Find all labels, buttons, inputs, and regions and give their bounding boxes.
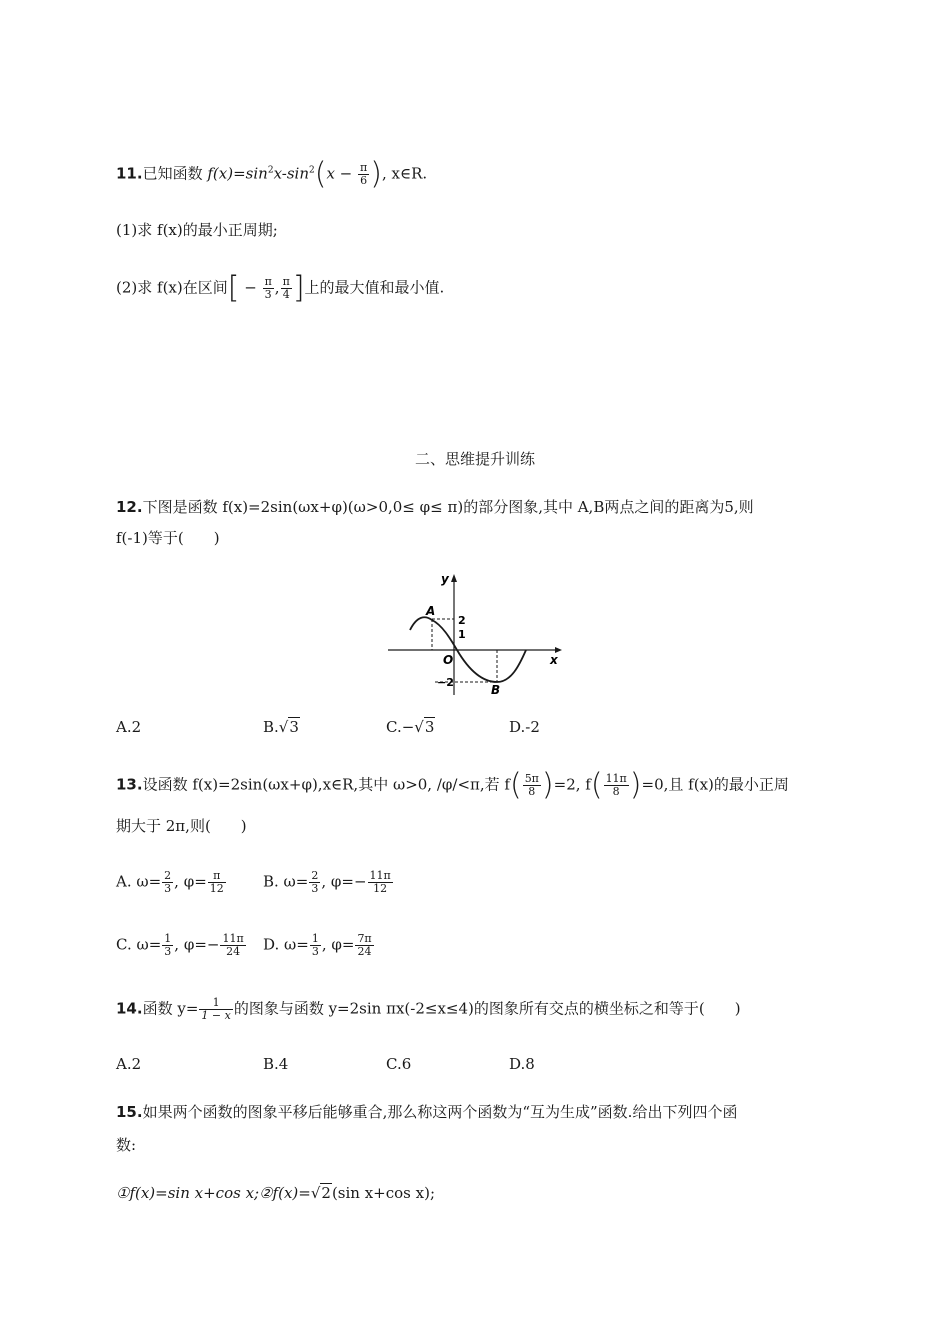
q13-number: 13. — [116, 775, 143, 794]
q11-frac-num: π — [360, 161, 368, 174]
q15-text-1: 如果两个函数的图象平移后能够重合,那么称这两个函数为“互为生成”函数.给出下列四个函 — [142, 1103, 738, 1121]
q14-stem — [116, 997, 741, 1022]
q13-frac-2-num: 11π — [605, 772, 627, 785]
q12-option-d: D.-2 — [509, 718, 540, 736]
q14-option-a: A.2 — [116, 1055, 142, 1073]
q13-c-omega-den: 3 — [164, 945, 172, 958]
q13-paren-1r: ) — [541, 767, 554, 803]
q13-paren-2r: ) — [629, 767, 642, 803]
q11-frac-b-num: π — [282, 275, 290, 288]
q11-paren-left: ( — [314, 156, 327, 192]
q13-d-phi-num: 7π — [357, 932, 372, 945]
q15-stem-line2: 数: — [116, 1136, 137, 1154]
q11-part1: (1)求 f(x)的最小正周期; — [116, 221, 278, 239]
q13-b-omega-den: 3 — [311, 882, 319, 895]
point-b-label: B — [491, 683, 501, 697]
q13-frac-1 — [523, 773, 541, 798]
q13-b-label: B. ω= — [263, 872, 309, 891]
q13-paren-2l: ( — [590, 767, 603, 803]
q11-paren-right: ) — [370, 156, 382, 192]
q13-a-omega-den: 3 — [164, 882, 172, 895]
x-label: x — [550, 653, 558, 667]
q15-text-3b: (sin x+cos x); — [331, 1184, 436, 1202]
q12-option-b — [263, 716, 300, 738]
q11-pi-over-6 — [358, 162, 369, 187]
q11-bracket-left: [ — [227, 270, 240, 306]
q13-c-phi — [220, 933, 245, 958]
y-axis-arrow — [451, 574, 457, 582]
q13-d-label: D. ω= — [263, 935, 309, 954]
y-label: y — [441, 572, 449, 586]
section-title: 二、思维提升训练 — [414, 450, 535, 468]
q13-d-phi-den: 24 — [357, 945, 372, 958]
q13-d-omega — [310, 933, 321, 958]
q11-stem — [116, 156, 428, 192]
q13-stem-line1 — [116, 767, 789, 803]
q13-b-phi-den: 12 — [373, 882, 388, 895]
q11-part2-a: (2)求 f(x)在区间 — [116, 278, 228, 297]
q12-text-1: 下图是函数 f(x)=2sin(ωx+φ)(ω>0,0≤ φ≤ π)的部分图象,其中 A,B两点之间的距离为5,则 — [142, 498, 754, 516]
q11-frac-a — [263, 276, 274, 301]
q13-c-phi-den: 24 — [226, 945, 241, 958]
q13-stem-line2: 期大于 2π,则( ) — [116, 817, 247, 835]
q14-frac-den: 1 − x — [201, 1009, 231, 1022]
q12-sine-graph — [385, 570, 565, 700]
q13-text-a: 设函数 f(x)=2sin(ωx+φ),x∈R,其中 ω>0, /φ/<π,若 f — [142, 775, 510, 794]
q13-d-phi — [355, 933, 373, 958]
q13-a-phi-den: 12 — [209, 882, 224, 895]
q13-b-phi — [368, 870, 393, 895]
q15-number: 15. — [116, 1103, 143, 1121]
q13-option-c — [116, 933, 247, 958]
q11-comma: , — [274, 278, 280, 297]
q12-option-b-label: B. — [263, 718, 279, 736]
q13-d-omega-num: 1 — [311, 932, 319, 945]
origin-label: O — [443, 653, 454, 667]
q13-a-omega — [162, 870, 173, 895]
q11-square-1: 2 — [267, 165, 274, 176]
q15-stem-line3 — [116, 1182, 435, 1204]
q14-option-c: C.6 — [386, 1055, 412, 1073]
q11-tail: , x∈R. — [381, 164, 428, 183]
q12-stem-line2: f(-1)等于( ) — [116, 529, 220, 547]
q11-bracket-right: ] — [292, 270, 305, 306]
q14-frac — [199, 997, 232, 1022]
q11-frac-b — [281, 276, 292, 301]
point-a-label: A — [426, 604, 436, 618]
q14-text-b: 的图象与函数 y=2sin πx(-2≤x≤4)的图象所有交点的横坐标之和等于( ) — [233, 999, 741, 1018]
q12-option-b-radicand: 3 — [289, 718, 299, 736]
q12-option-c-sqrt: √3 — [414, 718, 435, 736]
q13-c-mid: , φ=− — [174, 935, 220, 954]
q14-option-b: B.4 — [263, 1055, 289, 1073]
q13-b-omega-num: 2 — [311, 869, 319, 882]
q11-frac-a-den: 3 — [264, 288, 272, 301]
q11-minus: − — [239, 278, 262, 297]
q12-option-a: A.2 — [116, 718, 142, 736]
q12-option-b-sqrt: √3 — [278, 718, 299, 736]
q14-text-a: 函数 y= — [142, 999, 199, 1018]
q13-c-omega — [162, 933, 173, 958]
tick-neg2-label: −2 — [437, 676, 454, 689]
q13-frac-2-den: 8 — [612, 785, 620, 798]
q13-d-omega-den: 3 — [311, 945, 319, 958]
q11-x2: x − — [326, 164, 358, 183]
q13-b-phi-num: 11π — [369, 869, 391, 882]
q13-text-c: =0,且 f(x)的最小正周 — [641, 775, 789, 794]
q11-frac-b-den: 4 — [282, 288, 290, 301]
q13-b-omega — [309, 870, 320, 895]
q11-part2-b: 上的最大值和最小值. — [304, 278, 445, 297]
q11-square-2: 2 — [308, 165, 315, 176]
q11-part2 — [116, 270, 445, 306]
q12-stem-line1 — [116, 496, 754, 518]
q13-c-omega-num: 1 — [164, 932, 172, 945]
q13-option-a — [116, 870, 227, 895]
q14-option-d: D.8 — [509, 1055, 535, 1073]
q11-func: f(x)=sin — [207, 164, 268, 183]
q14-number: 14. — [116, 999, 143, 1018]
q13-c-label: C. ω= — [116, 935, 162, 954]
q14-frac-num: 1 — [199, 997, 232, 1010]
q13-b-mid: , φ=− — [321, 872, 367, 891]
q15-text-3a: ①f(x)=sin x+cos x;②f(x)= — [116, 1184, 311, 1202]
q13-text-b: =2, f — [553, 775, 591, 794]
q13-frac-1-num: 5π — [524, 772, 539, 785]
q13-a-omega-num: 2 — [164, 869, 172, 882]
tick-1-label: 1 — [458, 628, 466, 641]
q13-a-mid: , φ= — [174, 872, 207, 891]
q12-option-c-label: C.− — [386, 718, 415, 736]
q15-stem-line1 — [116, 1101, 737, 1123]
q13-option-b — [263, 870, 394, 895]
q13-a-phi — [208, 870, 226, 895]
q13-c-phi-num: 11π — [222, 932, 244, 945]
q13-option-d — [263, 933, 375, 958]
q15-sqrt: √2 — [310, 1184, 331, 1202]
q13-a-phi-num: π — [208, 870, 226, 883]
q11-number: 11. — [116, 164, 143, 183]
tick-2-label: 2 — [458, 614, 466, 627]
q13-frac-2 — [604, 773, 629, 798]
q13-d-mid: , φ= — [321, 935, 355, 954]
q13-a-label: A. ω= — [116, 872, 162, 891]
q12-option-c — [386, 716, 435, 738]
q12-option-c-radicand: 3 — [424, 718, 435, 736]
q13-paren-1l: ( — [509, 767, 522, 803]
q15-radicand: 2 — [321, 1184, 331, 1202]
q11-intro: 已知函数 — [142, 164, 203, 183]
q13-frac-1-den: 8 — [528, 785, 536, 798]
q11-frac-a-num: π — [264, 275, 272, 288]
q11-x1: x-sin — [273, 164, 309, 183]
q12-number: 12. — [116, 498, 143, 516]
q11-frac-den: 6 — [360, 174, 368, 187]
